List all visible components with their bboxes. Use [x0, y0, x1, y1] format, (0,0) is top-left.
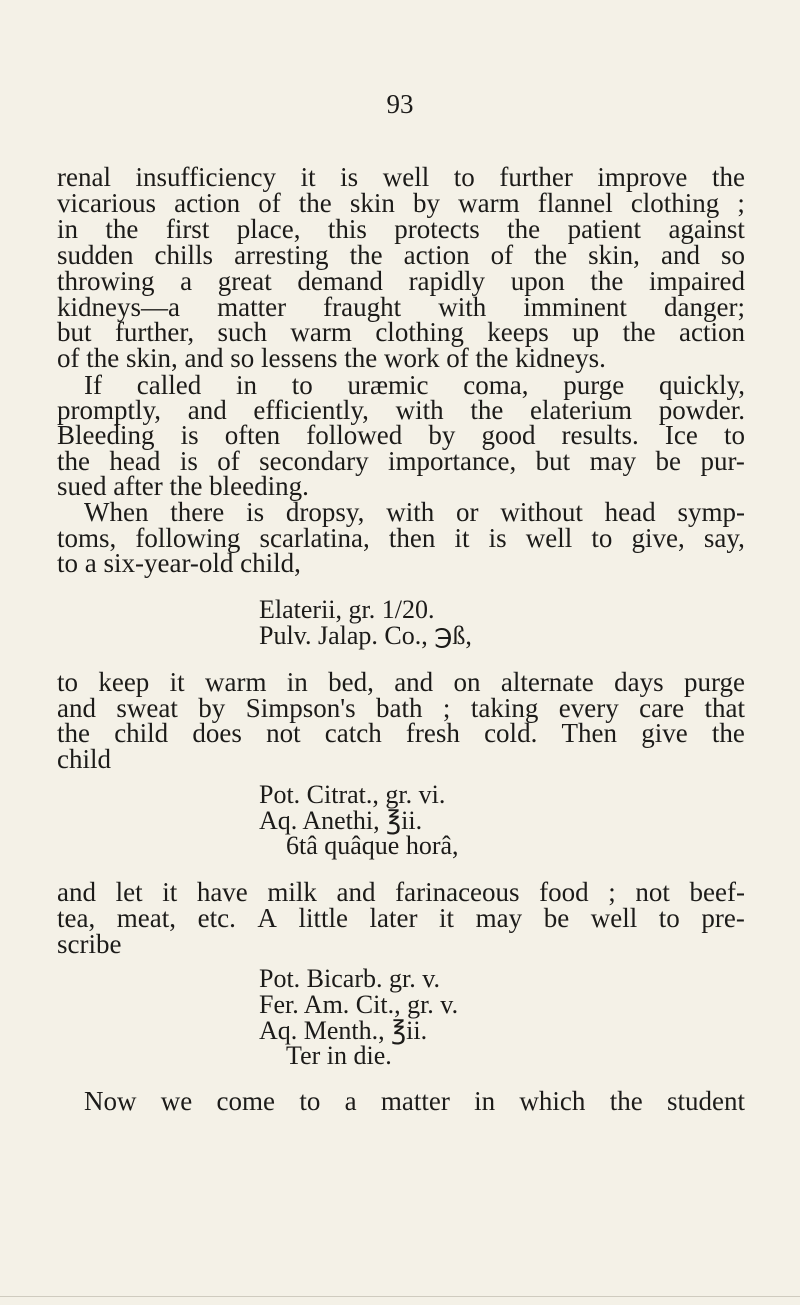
text-line: If called in to uræmic coma, purge quickly, [84, 370, 745, 400]
text-line: promptly, and efficiently, with the elaterium powder. [57, 395, 745, 425]
text-line: of the skin, and so lessens the work of the kidneys. [57, 343, 606, 373]
text-line: in the first place, this protects the patient against [57, 214, 745, 244]
text-line: sudden chills arresting the action of the skin, and so [57, 240, 745, 270]
text-line: renal insufficiency it is well to further improve the [57, 162, 745, 192]
text-line: kidneys—a matter fraught with imminent danger; [57, 292, 745, 322]
text-line: toms, following scarlatina, then it is well to give, say, [57, 523, 745, 553]
text-line: scribe [57, 929, 122, 959]
text-line: Now we come to a matter in which the student [84, 1086, 745, 1116]
text-line: the child does not catch fresh cold. Then give the [57, 718, 745, 748]
text-line: Bleeding is often followed by good results. Ice to [57, 420, 745, 450]
prescription-line: Elaterii, gr. 1/20. [259, 595, 435, 624]
prescription-line: Aq. Menth., ℥ii. [259, 1016, 428, 1045]
text-line: and sweat by Simpson's bath ; taking every care that [57, 693, 745, 723]
prescription-line: Pot. Bicarb. gr. v. [259, 964, 441, 993]
text-line: child [57, 744, 111, 774]
prescription-line: Pulv. Jalap. Co., ℈ß, [259, 621, 472, 650]
text-line: tea, meat, etc. A little later it may be well to pre- [57, 903, 745, 933]
text-line: When there is dropsy, with or without head symp- [84, 497, 745, 527]
text-line: to a six-year-old child, [57, 548, 301, 578]
text-line: the head is of secondary importance, but may be pur- [57, 446, 745, 476]
text-line: sued after the bleeding. [57, 471, 309, 501]
text-line: to keep it warm in bed, and on alternate days purge [57, 667, 745, 697]
text-line: vicarious action of the skin by warm flannel clothing ; [57, 188, 745, 218]
prescription-line: Fer. Am. Cit., gr. v. [259, 990, 459, 1019]
prescription-line: Pot. Citrat., gr. vi. [259, 780, 446, 809]
prescription-line: Ter in die. [286, 1041, 392, 1070]
prescription-line: 6tâ quâque horâ, [286, 831, 459, 860]
text-line: and let it have milk and farinaceous food ; not beef- [57, 877, 745, 907]
page-edge-divider [0, 1296, 800, 1297]
text-line: but further, such warm clothing keeps up the action [57, 317, 745, 347]
text-line: throwing a great demand rapidly upon the impaired [57, 266, 745, 296]
prescription-line: Aq. Anethi, ℥ii. [259, 806, 423, 835]
page-number: 93 [386, 89, 414, 119]
